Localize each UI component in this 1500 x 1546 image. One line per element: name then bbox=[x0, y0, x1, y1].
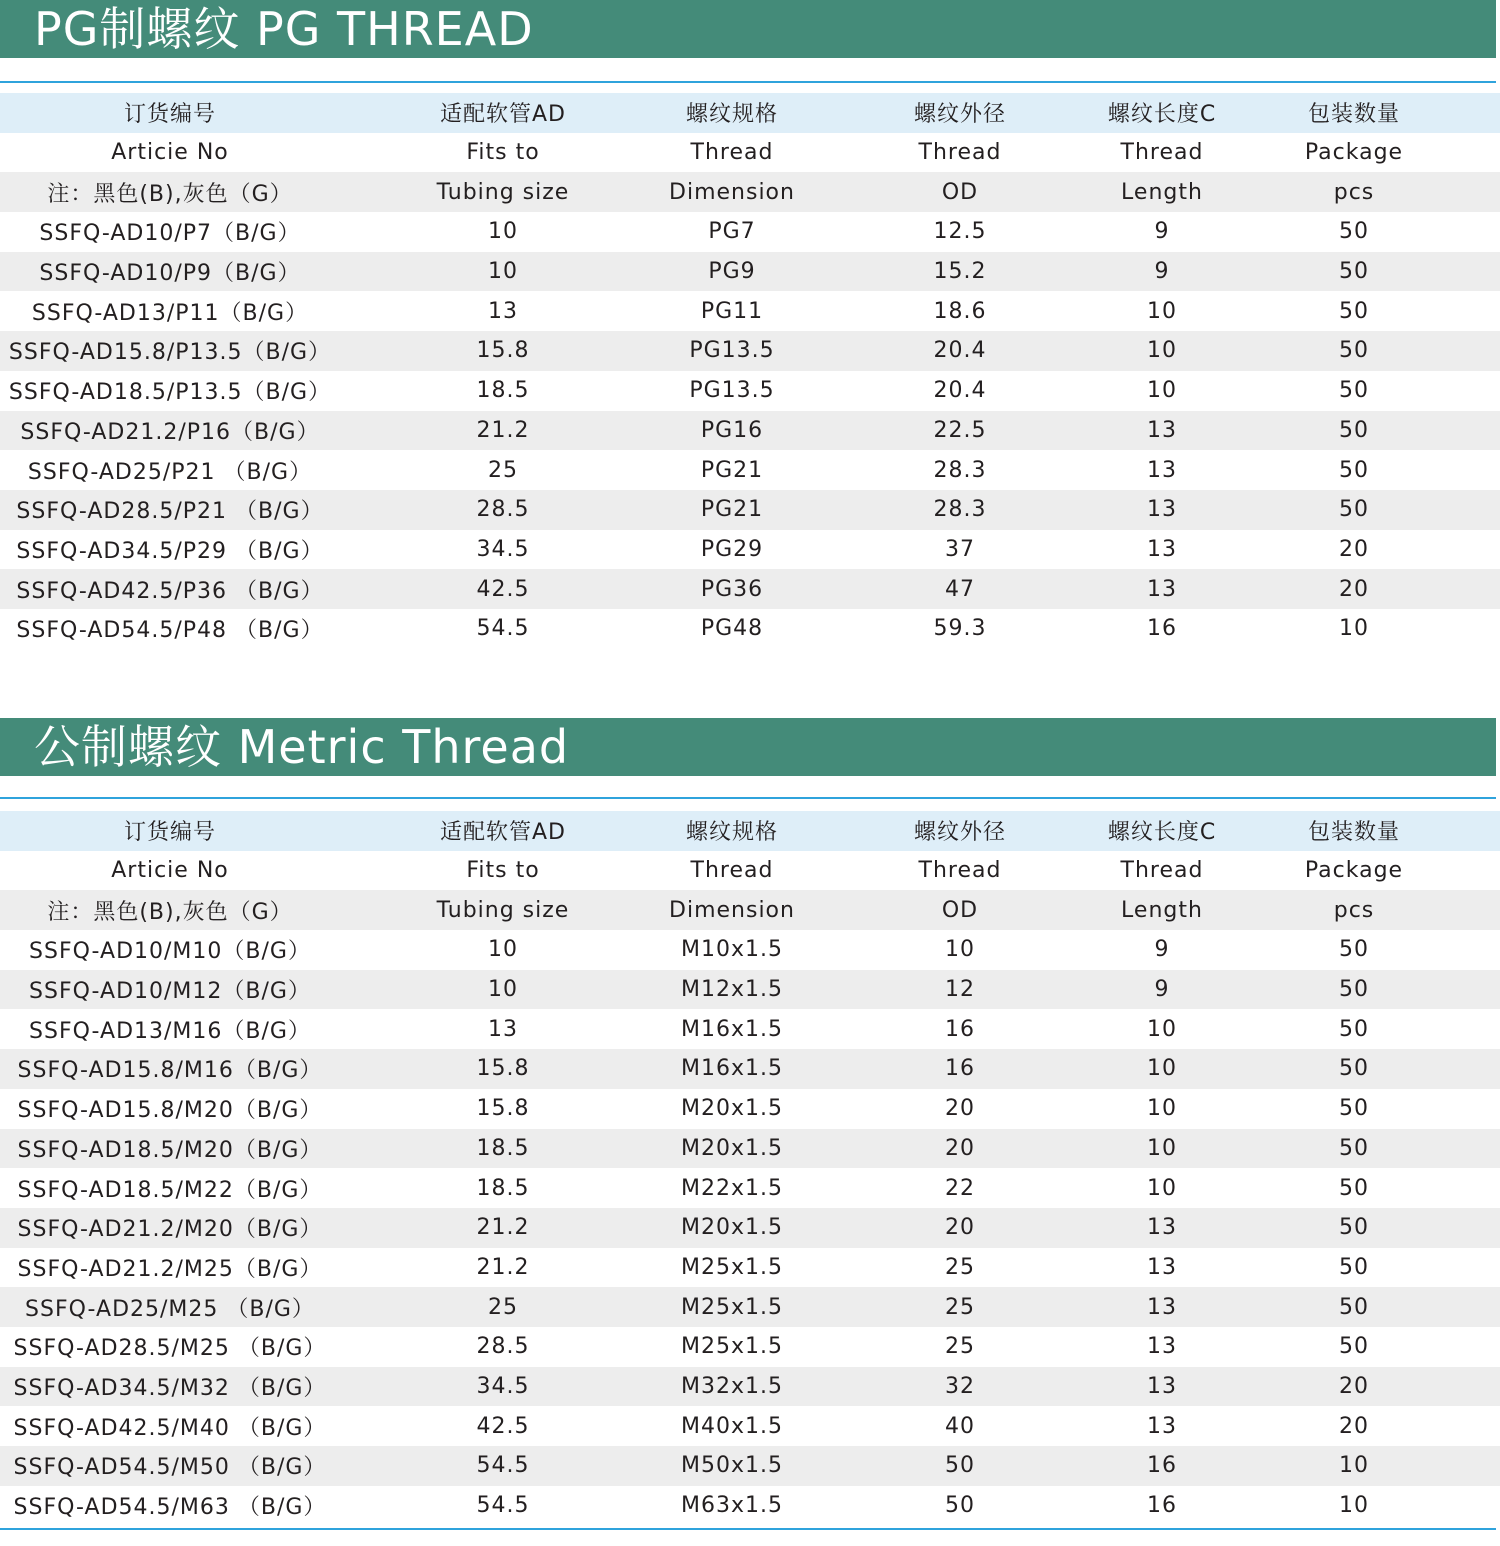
pg-section-title: PG制螺纹 PG THREAD bbox=[34, 2, 534, 56]
cell-thread-od: 10 bbox=[945, 937, 975, 963]
table-row bbox=[0, 1406, 1500, 1446]
header-cell-thread-dimension: 螺纹规格 bbox=[685, 102, 778, 128]
cell-article-no: SSFQ-AD15.8/M16（B/G） bbox=[17, 1058, 323, 1084]
header-cell-tubing-size: 适配软管AD bbox=[440, 102, 566, 128]
cell-thread-od: 47 bbox=[945, 576, 975, 602]
header-cell-thread-length: Thread bbox=[1120, 858, 1204, 884]
cell-thread-length: 13 bbox=[1147, 1215, 1177, 1241]
cell-thread-dimension: M25x1.5 bbox=[681, 1254, 783, 1280]
cell-thread-od: 20 bbox=[945, 1096, 975, 1122]
header-cell-thread-od: 螺纹外径 bbox=[913, 820, 1006, 846]
header-cell-package-pcs: pcs bbox=[1333, 897, 1375, 923]
cell-thread-length: 16 bbox=[1147, 1453, 1177, 1479]
table-row bbox=[0, 212, 1500, 252]
cell-package-pcs: 20 bbox=[1339, 576, 1369, 602]
table-header-row bbox=[0, 133, 1500, 173]
cell-thread-length: 9 bbox=[1154, 977, 1170, 1003]
cell-thread-dimension: M40x1.5 bbox=[681, 1413, 783, 1439]
cell-package-pcs: 50 bbox=[1339, 977, 1369, 1003]
cell-article-no: SSFQ-AD18.5/M20（B/G） bbox=[17, 1137, 323, 1163]
cell-article-no: SSFQ-AD13/P11（B/G） bbox=[31, 300, 309, 326]
table-row bbox=[0, 1446, 1500, 1486]
cell-article-no: SSFQ-AD10/P9（B/G） bbox=[39, 261, 301, 287]
cell-package-pcs: 50 bbox=[1339, 457, 1369, 483]
cell-article-no: SSFQ-AD34.5/M32 （B/G） bbox=[13, 1375, 327, 1401]
cell-article-no: SSFQ-AD28.5/P21 （B/G） bbox=[16, 499, 324, 525]
cell-thread-od: 22 bbox=[945, 1175, 975, 1201]
table-row bbox=[0, 490, 1500, 530]
cell-package-pcs: 10 bbox=[1339, 1453, 1369, 1479]
cell-article-no: SSFQ-AD15.8/P13.5（B/G） bbox=[8, 340, 332, 366]
cell-thread-od: 12 bbox=[945, 977, 975, 1003]
cell-tubing-size: 54.5 bbox=[476, 1453, 530, 1479]
header-cell-thread-od: Thread bbox=[918, 140, 1002, 166]
header-cell-article-no: 订货编号 bbox=[123, 820, 216, 846]
cell-article-no: SSFQ-AD10/M12（B/G） bbox=[29, 979, 311, 1005]
cell-article-no: SSFQ-AD34.5/P29 （B/G） bbox=[16, 538, 324, 564]
cell-thread-dimension: M16x1.5 bbox=[681, 1016, 783, 1042]
cell-article-no: SSFQ-AD18.5/P13.5（B/G） bbox=[8, 380, 332, 406]
cell-thread-od: 25 bbox=[945, 1334, 975, 1360]
cell-thread-length: 16 bbox=[1147, 616, 1177, 642]
cell-package-pcs: 50 bbox=[1339, 1016, 1369, 1042]
pg-section-divider bbox=[0, 81, 1496, 83]
table-row bbox=[0, 1486, 1500, 1526]
cell-tubing-size: 21.2 bbox=[476, 1254, 530, 1280]
table-header-row bbox=[0, 890, 1500, 930]
table-row bbox=[0, 1089, 1500, 1129]
cell-thread-length: 10 bbox=[1147, 1016, 1177, 1042]
cell-thread-od: 50 bbox=[945, 1493, 975, 1519]
header-cell-tubing-size: 适配软管AD bbox=[440, 820, 566, 846]
cell-thread-length: 10 bbox=[1147, 1135, 1177, 1161]
pg-thread-table bbox=[0, 93, 1500, 649]
table-row bbox=[0, 1168, 1500, 1208]
cell-thread-length: 16 bbox=[1147, 1493, 1177, 1519]
cell-package-pcs: 10 bbox=[1339, 1493, 1369, 1519]
header-cell-thread-dimension: Dimension bbox=[669, 897, 795, 923]
cell-thread-length: 10 bbox=[1147, 1056, 1177, 1082]
header-cell-article-no: 注：黑色(B),灰色（G） bbox=[47, 899, 293, 925]
cell-tubing-size: 10 bbox=[488, 219, 518, 245]
cell-thread-od: 12.5 bbox=[933, 219, 987, 245]
cell-thread-length: 13 bbox=[1147, 1334, 1177, 1360]
cell-tubing-size: 54.5 bbox=[476, 1493, 530, 1519]
cell-thread-length: 9 bbox=[1154, 219, 1170, 245]
metric-thread-table bbox=[0, 811, 1500, 1525]
cell-article-no: SSFQ-AD42.5/P36 （B/G） bbox=[16, 578, 324, 604]
cell-package-pcs: 50 bbox=[1339, 378, 1369, 404]
cell-package-pcs: 50 bbox=[1339, 937, 1369, 963]
cell-package-pcs: 50 bbox=[1339, 298, 1369, 324]
cell-thread-od: 16 bbox=[945, 1016, 975, 1042]
table-row bbox=[0, 450, 1500, 490]
cell-package-pcs: 50 bbox=[1339, 259, 1369, 285]
metric-section-title: 公制螺纹 Metric Thread bbox=[34, 720, 570, 774]
header-cell-thread-dimension: 螺纹规格 bbox=[685, 820, 778, 846]
cell-package-pcs: 50 bbox=[1339, 1175, 1369, 1201]
cell-thread-od: 20 bbox=[945, 1215, 975, 1241]
header-cell-thread-od: Thread bbox=[918, 858, 1002, 884]
table-header-row bbox=[0, 93, 1500, 133]
cell-thread-dimension: PG48 bbox=[700, 616, 764, 642]
cell-thread-dimension: PG13.5 bbox=[689, 338, 775, 364]
header-cell-package-pcs: 包装数量 bbox=[1307, 820, 1400, 846]
metric-section-banner bbox=[0, 718, 1496, 776]
cell-package-pcs: 50 bbox=[1339, 219, 1369, 245]
cell-thread-dimension: M63x1.5 bbox=[681, 1493, 783, 1519]
table-row bbox=[0, 371, 1500, 411]
cell-article-no: SSFQ-AD21.2/P16（B/G） bbox=[20, 419, 320, 445]
header-cell-thread-length: Length bbox=[1121, 897, 1203, 923]
cell-thread-dimension: PG21 bbox=[700, 497, 764, 523]
cell-tubing-size: 10 bbox=[488, 977, 518, 1003]
cell-article-no: SSFQ-AD13/M16（B/G） bbox=[29, 1018, 311, 1044]
cell-thread-dimension: M16x1.5 bbox=[681, 1056, 783, 1082]
cell-thread-length: 13 bbox=[1147, 536, 1177, 562]
cell-thread-dimension: PG29 bbox=[700, 536, 764, 562]
cell-tubing-size: 42.5 bbox=[476, 576, 530, 602]
header-cell-thread-dimension: Thread bbox=[690, 140, 774, 166]
header-cell-package-pcs: Package bbox=[1304, 140, 1404, 166]
cell-package-pcs: 20 bbox=[1339, 1373, 1369, 1399]
cell-thread-length: 10 bbox=[1147, 298, 1177, 324]
cell-package-pcs: 50 bbox=[1339, 338, 1369, 364]
cell-thread-od: 37 bbox=[945, 536, 975, 562]
cell-article-no: SSFQ-AD10/M10（B/G） bbox=[29, 939, 311, 965]
cell-thread-od: 20 bbox=[945, 1135, 975, 1161]
cell-thread-length: 9 bbox=[1154, 259, 1170, 285]
bottom-divider bbox=[0, 1528, 1496, 1530]
cell-package-pcs: 50 bbox=[1339, 417, 1369, 443]
cell-thread-dimension: M25x1.5 bbox=[681, 1334, 783, 1360]
cell-thread-length: 13 bbox=[1147, 457, 1177, 483]
header-cell-package-pcs: pcs bbox=[1333, 179, 1375, 205]
cell-thread-dimension: M22x1.5 bbox=[681, 1175, 783, 1201]
cell-thread-od: 28.3 bbox=[933, 457, 987, 483]
cell-article-no: SSFQ-AD25/P21 （B/G） bbox=[27, 459, 313, 485]
cell-thread-od: 16 bbox=[945, 1056, 975, 1082]
table-row bbox=[0, 252, 1500, 292]
cell-thread-od: 40 bbox=[945, 1413, 975, 1439]
cell-package-pcs: 20 bbox=[1339, 1413, 1369, 1439]
table-row bbox=[0, 411, 1500, 451]
cell-tubing-size: 25 bbox=[488, 457, 518, 483]
cell-tubing-size: 18.5 bbox=[476, 1135, 530, 1161]
cell-tubing-size: 13 bbox=[488, 298, 518, 324]
cell-article-no: SSFQ-AD21.2/M20（B/G） bbox=[17, 1217, 323, 1243]
cell-article-no: SSFQ-AD25/M25 （B/G） bbox=[25, 1296, 315, 1322]
cell-tubing-size: 15.8 bbox=[476, 338, 530, 364]
cell-tubing-size: 10 bbox=[488, 937, 518, 963]
header-cell-tubing-size: Fits to bbox=[466, 140, 540, 166]
pg-section-banner bbox=[0, 0, 1496, 58]
header-cell-article-no: 订货编号 bbox=[123, 102, 216, 128]
cell-package-pcs: 20 bbox=[1339, 536, 1369, 562]
cell-thread-dimension: PG13.5 bbox=[689, 378, 775, 404]
table-row bbox=[0, 331, 1500, 371]
header-cell-thread-length: Length bbox=[1121, 179, 1203, 205]
cell-thread-od: 20.4 bbox=[933, 378, 987, 404]
cell-thread-od: 59.3 bbox=[933, 616, 987, 642]
cell-package-pcs: 50 bbox=[1339, 1096, 1369, 1122]
table-row bbox=[0, 1248, 1500, 1288]
table-header-row bbox=[0, 851, 1500, 891]
header-cell-tubing-size: Fits to bbox=[466, 858, 540, 884]
header-cell-package-pcs: 包装数量 bbox=[1307, 102, 1400, 128]
header-cell-thread-dimension: Thread bbox=[690, 858, 774, 884]
header-cell-thread-dimension: Dimension bbox=[669, 179, 795, 205]
header-cell-tubing-size: Tubing size bbox=[436, 179, 570, 205]
cell-thread-length: 10 bbox=[1147, 378, 1177, 404]
cell-tubing-size: 54.5 bbox=[476, 616, 530, 642]
table-row bbox=[0, 1049, 1500, 1089]
cell-thread-dimension: M20x1.5 bbox=[681, 1215, 783, 1241]
cell-thread-dimension: PG7 bbox=[708, 219, 756, 245]
cell-thread-length: 13 bbox=[1147, 417, 1177, 443]
header-cell-article-no: Articie No bbox=[111, 858, 229, 884]
cell-thread-dimension: PG21 bbox=[700, 457, 764, 483]
cell-tubing-size: 15.8 bbox=[476, 1096, 530, 1122]
cell-tubing-size: 28.5 bbox=[476, 497, 530, 523]
cell-package-pcs: 50 bbox=[1339, 1135, 1369, 1161]
table-row bbox=[0, 291, 1500, 331]
cell-thread-dimension: M12x1.5 bbox=[681, 977, 783, 1003]
table-row bbox=[0, 1208, 1500, 1248]
cell-thread-od: 25 bbox=[945, 1254, 975, 1280]
cell-package-pcs: 50 bbox=[1339, 1334, 1369, 1360]
table-row bbox=[0, 1129, 1500, 1169]
metric-section-divider bbox=[0, 797, 1496, 799]
table-row bbox=[0, 1367, 1500, 1407]
cell-article-no: SSFQ-AD28.5/M25 （B/G） bbox=[13, 1336, 327, 1362]
table-header-row bbox=[0, 172, 1500, 212]
cell-article-no: SSFQ-AD54.5/M50 （B/G） bbox=[13, 1455, 327, 1481]
header-cell-thread-length: 螺纹长度C bbox=[1107, 820, 1217, 846]
cell-article-no: SSFQ-AD10/P7（B/G） bbox=[39, 221, 301, 247]
cell-tubing-size: 10 bbox=[488, 259, 518, 285]
header-cell-thread-length: 螺纹长度C bbox=[1107, 102, 1217, 128]
cell-thread-dimension: M32x1.5 bbox=[681, 1373, 783, 1399]
header-cell-package-pcs: Package bbox=[1304, 858, 1404, 884]
cell-package-pcs: 10 bbox=[1339, 616, 1369, 642]
cell-article-no: SSFQ-AD15.8/M20（B/G） bbox=[17, 1098, 323, 1124]
cell-article-no: SSFQ-AD54.5/P48 （B/G） bbox=[16, 618, 324, 644]
cell-thread-od: 22.5 bbox=[933, 417, 987, 443]
cell-thread-length: 13 bbox=[1147, 497, 1177, 523]
cell-thread-length: 10 bbox=[1147, 338, 1177, 364]
cell-article-no: SSFQ-AD18.5/M22（B/G） bbox=[17, 1177, 323, 1203]
cell-thread-dimension: PG36 bbox=[700, 576, 764, 602]
cell-thread-length: 10 bbox=[1147, 1175, 1177, 1201]
cell-tubing-size: 15.8 bbox=[476, 1056, 530, 1082]
cell-tubing-size: 34.5 bbox=[476, 1373, 530, 1399]
cell-article-no: SSFQ-AD42.5/M40 （B/G） bbox=[13, 1415, 327, 1441]
cell-thread-length: 13 bbox=[1147, 1413, 1177, 1439]
cell-package-pcs: 50 bbox=[1339, 1056, 1369, 1082]
cell-thread-dimension: M10x1.5 bbox=[681, 937, 783, 963]
cell-thread-dimension: PG11 bbox=[700, 298, 764, 324]
cell-tubing-size: 25 bbox=[488, 1294, 518, 1320]
header-cell-thread-od: OD bbox=[941, 897, 979, 923]
header-cell-thread-od: 螺纹外径 bbox=[913, 102, 1006, 128]
cell-tubing-size: 18.5 bbox=[476, 378, 530, 404]
table-row bbox=[0, 970, 1500, 1010]
cell-article-no: SSFQ-AD54.5/M63 （B/G） bbox=[13, 1495, 327, 1521]
cell-article-no: SSFQ-AD21.2/M25（B/G） bbox=[17, 1256, 323, 1282]
cell-tubing-size: 13 bbox=[488, 1016, 518, 1042]
table-row bbox=[0, 1009, 1500, 1049]
cell-thread-length: 9 bbox=[1154, 937, 1170, 963]
cell-thread-length: 13 bbox=[1147, 1373, 1177, 1399]
cell-tubing-size: 21.2 bbox=[476, 417, 530, 443]
cell-thread-dimension: M20x1.5 bbox=[681, 1096, 783, 1122]
table-row bbox=[0, 609, 1500, 649]
header-cell-tubing-size: Tubing size bbox=[436, 897, 570, 923]
cell-tubing-size: 42.5 bbox=[476, 1413, 530, 1439]
header-cell-article-no: 注：黑色(B),灰色（G） bbox=[47, 181, 293, 207]
cell-thread-od: 18.6 bbox=[933, 298, 987, 324]
cell-package-pcs: 50 bbox=[1339, 1215, 1369, 1241]
cell-thread-dimension: M20x1.5 bbox=[681, 1135, 783, 1161]
header-cell-thread-od: OD bbox=[941, 179, 979, 205]
cell-thread-od: 25 bbox=[945, 1294, 975, 1320]
table-row bbox=[0, 930, 1500, 970]
cell-tubing-size: 28.5 bbox=[476, 1334, 530, 1360]
table-row bbox=[0, 1327, 1500, 1367]
cell-package-pcs: 50 bbox=[1339, 1294, 1369, 1320]
cell-thread-dimension: M50x1.5 bbox=[681, 1453, 783, 1479]
cell-tubing-size: 21.2 bbox=[476, 1215, 530, 1241]
cell-thread-od: 32 bbox=[945, 1373, 975, 1399]
cell-thread-od: 20.4 bbox=[933, 338, 987, 364]
cell-thread-od: 50 bbox=[945, 1453, 975, 1479]
cell-thread-od: 15.2 bbox=[933, 259, 987, 285]
header-cell-thread-length: Thread bbox=[1120, 140, 1204, 166]
cell-thread-dimension: M25x1.5 bbox=[681, 1294, 783, 1320]
table-row bbox=[0, 569, 1500, 609]
cell-thread-length: 13 bbox=[1147, 1254, 1177, 1280]
cell-thread-length: 13 bbox=[1147, 576, 1177, 602]
table-header-row bbox=[0, 811, 1500, 851]
cell-thread-od: 28.3 bbox=[933, 497, 987, 523]
cell-thread-dimension: PG16 bbox=[700, 417, 764, 443]
table-row bbox=[0, 530, 1500, 570]
cell-thread-length: 13 bbox=[1147, 1294, 1177, 1320]
cell-thread-dimension: PG9 bbox=[708, 259, 756, 285]
table-row bbox=[0, 1287, 1500, 1327]
cell-package-pcs: 50 bbox=[1339, 497, 1369, 523]
cell-thread-length: 10 bbox=[1147, 1096, 1177, 1122]
cell-package-pcs: 50 bbox=[1339, 1254, 1369, 1280]
cell-tubing-size: 34.5 bbox=[476, 536, 530, 562]
header-cell-article-no: Articie No bbox=[111, 140, 229, 166]
cell-tubing-size: 18.5 bbox=[476, 1175, 530, 1201]
